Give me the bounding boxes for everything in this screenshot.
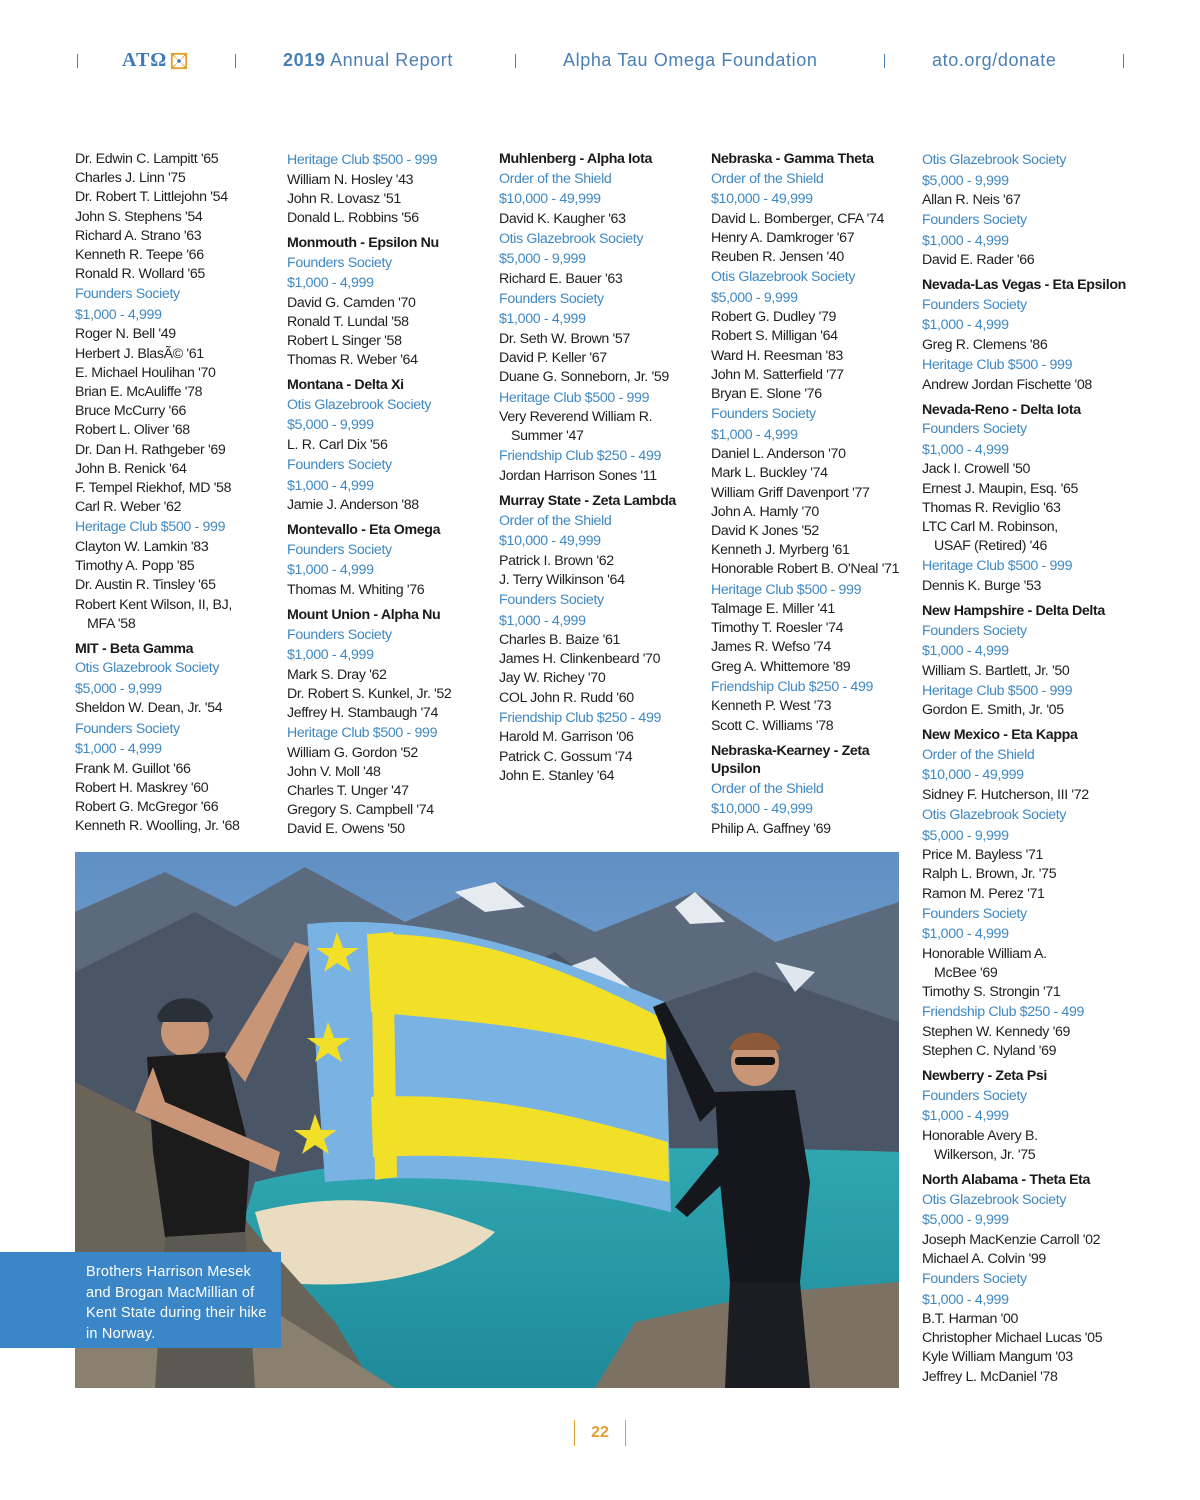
donor-name: Dr. Edwin C. Lampitt '65 — [75, 151, 219, 167]
donor-name: Very Reverend William R. — [499, 409, 653, 426]
donor-name: Dr. Austin R. Tinsley '65 — [75, 577, 216, 594]
donor-name: Talmage E. Miller '41 — [711, 601, 835, 618]
donor-name: Honorable William A. — [922, 945, 1047, 962]
donor-name: Ronald T. Lundal '58 — [287, 313, 409, 330]
giving-level: Founders Society — [287, 254, 392, 271]
donor-name: Ward H. Reesman '83 — [711, 347, 843, 364]
donor-name: David E. Owens '50 — [287, 821, 405, 838]
chapter-heading: Nebraska-Kearney - Zeta Upsilon — [711, 742, 870, 778]
donor-name: Jordan Harrison Sones '11 — [499, 467, 657, 484]
donor-name: Charles T. Unger '47 — [287, 783, 409, 800]
giving-level: Heritage Club $500 - 999 — [499, 389, 650, 406]
giving-level: $1,000 - 4,999 — [499, 612, 586, 629]
donor-name: John A. Hamly '70 — [711, 503, 819, 520]
giving-level: Otis Glazebrook Society — [287, 396, 432, 413]
maltese-cross-icon — [170, 52, 188, 70]
giving-level: Otis Glazebrook Society — [922, 1191, 1067, 1208]
donor-name: John V. Moll '48 — [287, 763, 381, 780]
photo-caption: Brothers Harrison Mesek and Brogan MacMillian of Kent State during their hike in Norway. — [0, 1252, 281, 1348]
donor-name: Kenneth R. Woolling, Jr. '68 — [75, 818, 240, 835]
report-label: Annual Report — [330, 50, 453, 70]
donor-name: Philip A. Gaffney '69 — [711, 820, 831, 837]
giving-level: Founders Society — [711, 406, 816, 423]
donor-name: E. Michael Houlihan '70 — [75, 364, 216, 381]
giving-level: Heritage Club $500 - 999 — [922, 558, 1073, 575]
donor-name: Robert Kent Wilson, II, BJ, — [75, 596, 232, 613]
giving-level: $1,000 - 4,999 — [75, 741, 162, 758]
giving-level: $5,000 - 9,999 — [711, 289, 798, 306]
donor-name: Carl R. Weber '62 — [75, 499, 182, 516]
giving-level: $5,000 - 9,999 — [922, 1212, 1009, 1229]
donor-name: Christopher Michael Lucas '05 — [922, 1330, 1103, 1347]
giving-level: Order of the Shield — [711, 780, 824, 797]
page-number: 22 — [591, 1424, 609, 1441]
donor-name: Kyle William Mangum '03 — [922, 1349, 1073, 1366]
giving-level: Otis Glazebrook Society — [922, 807, 1067, 824]
donor-column-4 — [711, 150, 916, 839]
donor-name: Sidney F. Hutcherson, III '72 — [922, 786, 1089, 803]
giving-level: Founders Society — [922, 1087, 1027, 1104]
chapter-heading: MIT - Beta Gamma — [75, 640, 194, 657]
chapter-heading: Nevada-Las Vegas - Eta Epsilon — [922, 277, 1126, 294]
giving-level: Order of the Shield — [499, 512, 612, 529]
donor-name: John R. Lovasz '51 — [287, 190, 401, 207]
donor-name: Bryan E. Slone '76 — [711, 385, 822, 402]
donor-name: David K. Kaugher '63 — [499, 210, 626, 227]
donor-name: Stephen W. Kennedy '69 — [922, 1023, 1071, 1040]
chapter-heading: Montevallo - Eta Omega — [287, 522, 441, 539]
donor-name: Dr. Seth W. Brown '57 — [499, 330, 630, 347]
donor-name: Robert H. Maskrey '60 — [75, 779, 209, 796]
donor-name: Robert G. McGregor '66 — [75, 799, 219, 816]
donor-name: Patrick I. Brown '62 — [499, 552, 614, 569]
giving-level: Heritage Club $500 - 999 — [922, 357, 1073, 374]
chapter-heading: Monmouth - Epsilon Nu — [287, 235, 439, 252]
donor-name: Jeffrey L. McDaniel '78 — [922, 1368, 1058, 1385]
giving-level: $1,000 - 4,999 — [922, 232, 1009, 249]
donor-column-2 — [287, 150, 492, 840]
donor-name: David P. Keller '67 — [499, 350, 607, 367]
donor-name: Robert L Singer '58 — [287, 333, 402, 350]
giving-level: $10,000 - 49,999 — [922, 767, 1024, 784]
foundation-name: Alpha Tau Omega Foundation — [563, 50, 818, 70]
report-year: 2019 — [283, 50, 326, 70]
donor-name: Timothy A. Popp '85 — [75, 558, 195, 575]
giving-level: $5,000 - 9,999 — [922, 827, 1009, 844]
donor-name: Jeffrey H. Stambaugh '74 — [287, 704, 438, 721]
chapter-heading: Nevada-Reno - Delta Iota — [922, 401, 1081, 418]
giving-level: Otis Glazebrook Society — [711, 269, 856, 286]
donor-name: Thomas R. Reviglio '63 — [922, 499, 1061, 516]
donor-name: Dr. Robert S. Kunkel, Jr. '52 — [287, 685, 452, 702]
donor-name: Kenneth R. Teepe '66 — [75, 247, 204, 264]
giving-level: $5,000 - 9,999 — [499, 251, 586, 268]
giving-level: $10,000 - 49,999 — [499, 533, 601, 550]
donor-name: Clayton W. Lamkin '83 — [75, 538, 209, 555]
header-divider — [235, 54, 236, 68]
header-divider — [884, 54, 885, 68]
giving-level: $10,000 - 49,999 — [499, 191, 601, 207]
giving-level: Heritage Club $500 - 999 — [75, 519, 226, 536]
donor-column-1 — [75, 150, 280, 836]
donor-column-3 — [499, 150, 704, 786]
giving-level: Founders Society — [75, 720, 180, 737]
donor-name: Frank M. Guillot '66 — [75, 760, 191, 777]
donor-name: Honorable Avery B. — [922, 1127, 1038, 1144]
donor-name: William S. Bartlett, Jr. '50 — [922, 662, 1070, 679]
donor-name: Greg R. Clemens '86 — [922, 336, 1048, 353]
giving-level: Order of the Shield — [711, 170, 824, 187]
donor-name: Jack I. Crowell '50 — [922, 461, 1031, 478]
page-number-divider — [625, 1420, 626, 1446]
donor-name: Donald L. Robbins '56 — [287, 209, 419, 226]
donor-name: John M. Satterfield '77 — [711, 366, 844, 383]
donor-name: Henry A. Damkroger '67 — [711, 229, 855, 246]
chapter-heading: North Alabama - Theta Eta — [922, 1172, 1091, 1189]
donor-name: L. R. Carl Dix '56 — [287, 436, 388, 453]
giving-level: $1,000 - 4,999 — [922, 1291, 1009, 1308]
giving-level: $5,000 - 9,999 — [922, 172, 1009, 189]
chapter-heading: Murray State - Zeta Lambda — [499, 493, 676, 510]
donor-name-continued: McBee '69 — [934, 964, 998, 981]
donor-name: Richard E. Bauer '63 — [499, 270, 623, 287]
donor-name: Thomas M. Whiting '76 — [287, 581, 425, 598]
giving-level: Founders Society — [922, 905, 1027, 922]
donor-name: John S. Stephens '54 — [75, 208, 203, 225]
donor-name: David K Jones '52 — [711, 522, 819, 539]
donor-name: David E. Rader '66 — [922, 252, 1035, 269]
giving-level: $1,000 - 4,999 — [287, 562, 374, 579]
donor-name: Dr. Dan H. Rathgeber '69 — [75, 441, 226, 458]
donor-name: Jamie J. Anderson '88 — [287, 497, 419, 514]
donor-name: Reuben R. Jensen '40 — [711, 248, 844, 265]
donor-name: John E. Stanley '64 — [499, 767, 615, 784]
giving-level: Order of the Shield — [922, 746, 1035, 763]
donor-name: B.T. Harman '00 — [922, 1311, 1019, 1328]
donor-name: Charles J. Linn '75 — [75, 170, 186, 187]
giving-level: $1,000 - 4,999 — [922, 1108, 1009, 1125]
donor-name: Kenneth J. Myrberg '61 — [711, 542, 850, 559]
giving-level: Heritage Club $500 - 999 — [287, 725, 438, 742]
chapter-heading: Newberry - Zeta Psi — [922, 1068, 1048, 1085]
donor-name: Ralph L. Brown, Jr. '75 — [922, 866, 1057, 883]
donor-name: Jay W. Richey '70 — [499, 670, 606, 687]
giving-level: Founders Society — [922, 212, 1027, 229]
donor-column-5 — [922, 150, 1132, 1387]
donor-name: Brian E. McAuliffe '78 — [75, 384, 203, 401]
giving-level: Heritage Club $500 - 999 — [711, 581, 862, 598]
page-header — [0, 50, 1200, 76]
giving-level: Founders Society — [75, 286, 180, 303]
chapter-heading: Nebraska - Gamma Theta — [711, 151, 874, 167]
header-divider — [77, 54, 78, 68]
chapter-heading: Montana - Delta Xi — [287, 377, 404, 394]
logo-text: ATΩ — [122, 49, 168, 71]
donor-name: Ramon M. Perez '71 — [922, 885, 1045, 902]
donor-name-continued: Wilkerson, Jr. '75 — [934, 1146, 1036, 1163]
giving-level: Founders Society — [499, 592, 604, 609]
giving-level: Founders Society — [922, 1271, 1027, 1288]
donor-name-continued: Summer '47 — [511, 428, 584, 445]
donor-name: John B. Renick '64 — [75, 460, 187, 477]
donor-name: Duane G. Sonneborn, Jr. '59 — [499, 369, 669, 386]
giving-level: $1,000 - 4,999 — [287, 477, 374, 494]
chapter-heading: Muhlenberg - Alpha Iota — [499, 151, 653, 167]
donor-name: Mark S. Dray '62 — [287, 666, 387, 683]
giving-level: Friendship Club $250 - 499 — [499, 448, 662, 465]
header-divider — [515, 54, 516, 68]
giving-level: $1,000 - 4,999 — [287, 275, 374, 292]
giving-level: $5,000 - 9,999 — [287, 417, 374, 434]
giving-level: Heritage Club $500 - 999 — [287, 152, 438, 168]
giving-level: Founders Society — [499, 290, 604, 307]
donor-name: Kenneth P. West '73 — [711, 698, 832, 715]
donor-name: William Griff Davenport '77 — [711, 484, 870, 501]
giving-level: Heritage Club $500 - 999 — [922, 682, 1073, 699]
donor-name: F. Tempel Riekhof, MD '58 — [75, 480, 232, 497]
chapter-heading: New Mexico - Eta Kappa — [922, 727, 1078, 744]
donor-name: Robert G. Dudley '79 — [711, 309, 837, 326]
giving-level: $1,000 - 4,999 — [711, 426, 798, 443]
donor-name: Bruce McCurry '66 — [75, 403, 187, 420]
donor-name: David L. Bomberger, CFA '74 — [711, 210, 885, 227]
donor-name-continued: USAF (Retired) '46 — [934, 538, 1048, 555]
donor-name: Ernest J. Maupin, Esq. '65 — [922, 480, 1079, 497]
giving-level: $1,000 - 4,999 — [499, 311, 586, 328]
giving-level: Founders Society — [287, 541, 392, 558]
donor-name: Gordon E. Smith, Jr. '05 — [922, 702, 1064, 719]
donor-name: Andrew Jordan Fischette '08 — [922, 376, 1092, 393]
donor-name: Scott C. Williams '78 — [711, 717, 834, 734]
donor-name: Mark L. Buckley '74 — [711, 465, 828, 482]
report-title — [283, 50, 453, 71]
donor-name: Gregory S. Campbell '74 — [287, 802, 434, 819]
giving-level: Otis Glazebrook Society — [75, 660, 220, 677]
giving-level: $10,000 - 49,999 — [711, 191, 813, 207]
giving-level: $10,000 - 49,999 — [711, 801, 813, 818]
giving-level: Founders Society — [922, 421, 1027, 438]
giving-level: Order of the Shield — [499, 170, 612, 187]
donor-name: William G. Gordon '52 — [287, 744, 418, 761]
ato-logo — [122, 49, 188, 72]
giving-level: Founders Society — [287, 626, 392, 643]
donor-name: Roger N. Bell '49 — [75, 326, 176, 343]
giving-level: Founders Society — [922, 296, 1027, 313]
donor-name: Dr. Robert T. Littlejohn '54 — [75, 189, 228, 206]
giving-level: $1,000 - 4,999 — [922, 441, 1009, 458]
chapter-heading: New Hampshire - Delta Delta — [922, 603, 1105, 620]
donor-name: William N. Hosley '43 — [287, 171, 414, 188]
giving-level: $1,000 - 4,999 — [922, 643, 1009, 660]
donor-name-continued: MFA '58 — [87, 615, 136, 632]
donor-name: Ronald R. Wollard '65 — [75, 266, 205, 283]
giving-level: $1,000 - 4,999 — [922, 926, 1009, 943]
donor-name: James H. Clinkenbeard '70 — [499, 651, 661, 668]
donor-name: Dennis K. Burge '53 — [922, 577, 1042, 594]
donor-name: Robert L. Oliver '68 — [75, 422, 190, 439]
giving-level: Otis Glazebrook Society — [499, 230, 644, 247]
giving-level: Otis Glazebrook Society — [922, 152, 1067, 168]
giving-level: $1,000 - 4,999 — [287, 647, 374, 664]
donor-name: Greg A. Whittemore '89 — [711, 658, 851, 675]
donor-name: Thomas R. Weber '64 — [287, 352, 418, 369]
donor-name: Daniel L. Anderson '70 — [711, 446, 846, 463]
donor-name: Herbert J. BlasÃ© '61 — [75, 345, 204, 362]
giving-level: Friendship Club $250 - 499 — [711, 678, 874, 695]
giving-level: Friendship Club $250 - 499 — [499, 709, 662, 726]
giving-level: $1,000 - 4,999 — [922, 317, 1009, 334]
donor-name: COL John R. Rudd '60 — [499, 689, 634, 706]
donor-name: Allan R. Neis '67 — [922, 192, 1021, 208]
donor-name: Timothy T. Roesler '74 — [711, 620, 844, 637]
donor-name: Stephen C. Nyland '69 — [922, 1043, 1057, 1060]
giving-level: Founders Society — [287, 457, 392, 474]
donor-name: Patrick C. Gossum '74 — [499, 748, 633, 765]
giving-level: $5,000 - 9,999 — [75, 680, 162, 697]
donor-name: Timothy S. Strongin '71 — [922, 984, 1061, 1001]
donor-name: Honorable Robert B. O'Neal '71 — [711, 561, 900, 578]
donor-name: Michael A. Colvin '99 — [922, 1250, 1046, 1267]
donor-name: Joseph MacKenzie Carroll '02 — [922, 1231, 1101, 1248]
giving-level: Friendship Club $250 - 499 — [922, 1004, 1085, 1021]
donor-name: J. Terry Wilkinson '64 — [499, 571, 625, 588]
donor-name: James R. Wefso '74 — [711, 639, 831, 656]
giving-level: Founders Society — [922, 622, 1027, 639]
donor-name: Price M. Bayless '71 — [922, 847, 1044, 864]
donor-name: LTC Carl M. Robinson, — [922, 518, 1058, 535]
donor-name: David G. Camden '70 — [287, 294, 416, 311]
donor-name: Robert S. Milligan '64 — [711, 328, 838, 345]
donor-name: Charles B. Baize '61 — [499, 632, 621, 649]
donor-name: Sheldon W. Dean, Jr. '54 — [75, 700, 223, 717]
donor-name: Richard A. Strano '63 — [75, 227, 202, 244]
giving-level: $1,000 - 4,999 — [75, 306, 162, 323]
donor-name: Harold M. Garrison '06 — [499, 729, 634, 746]
chapter-heading: Mount Union - Alpha Nu — [287, 607, 441, 624]
donate-link[interactable]: ato.org/donate — [932, 50, 1057, 70]
header-divider — [1123, 54, 1124, 68]
